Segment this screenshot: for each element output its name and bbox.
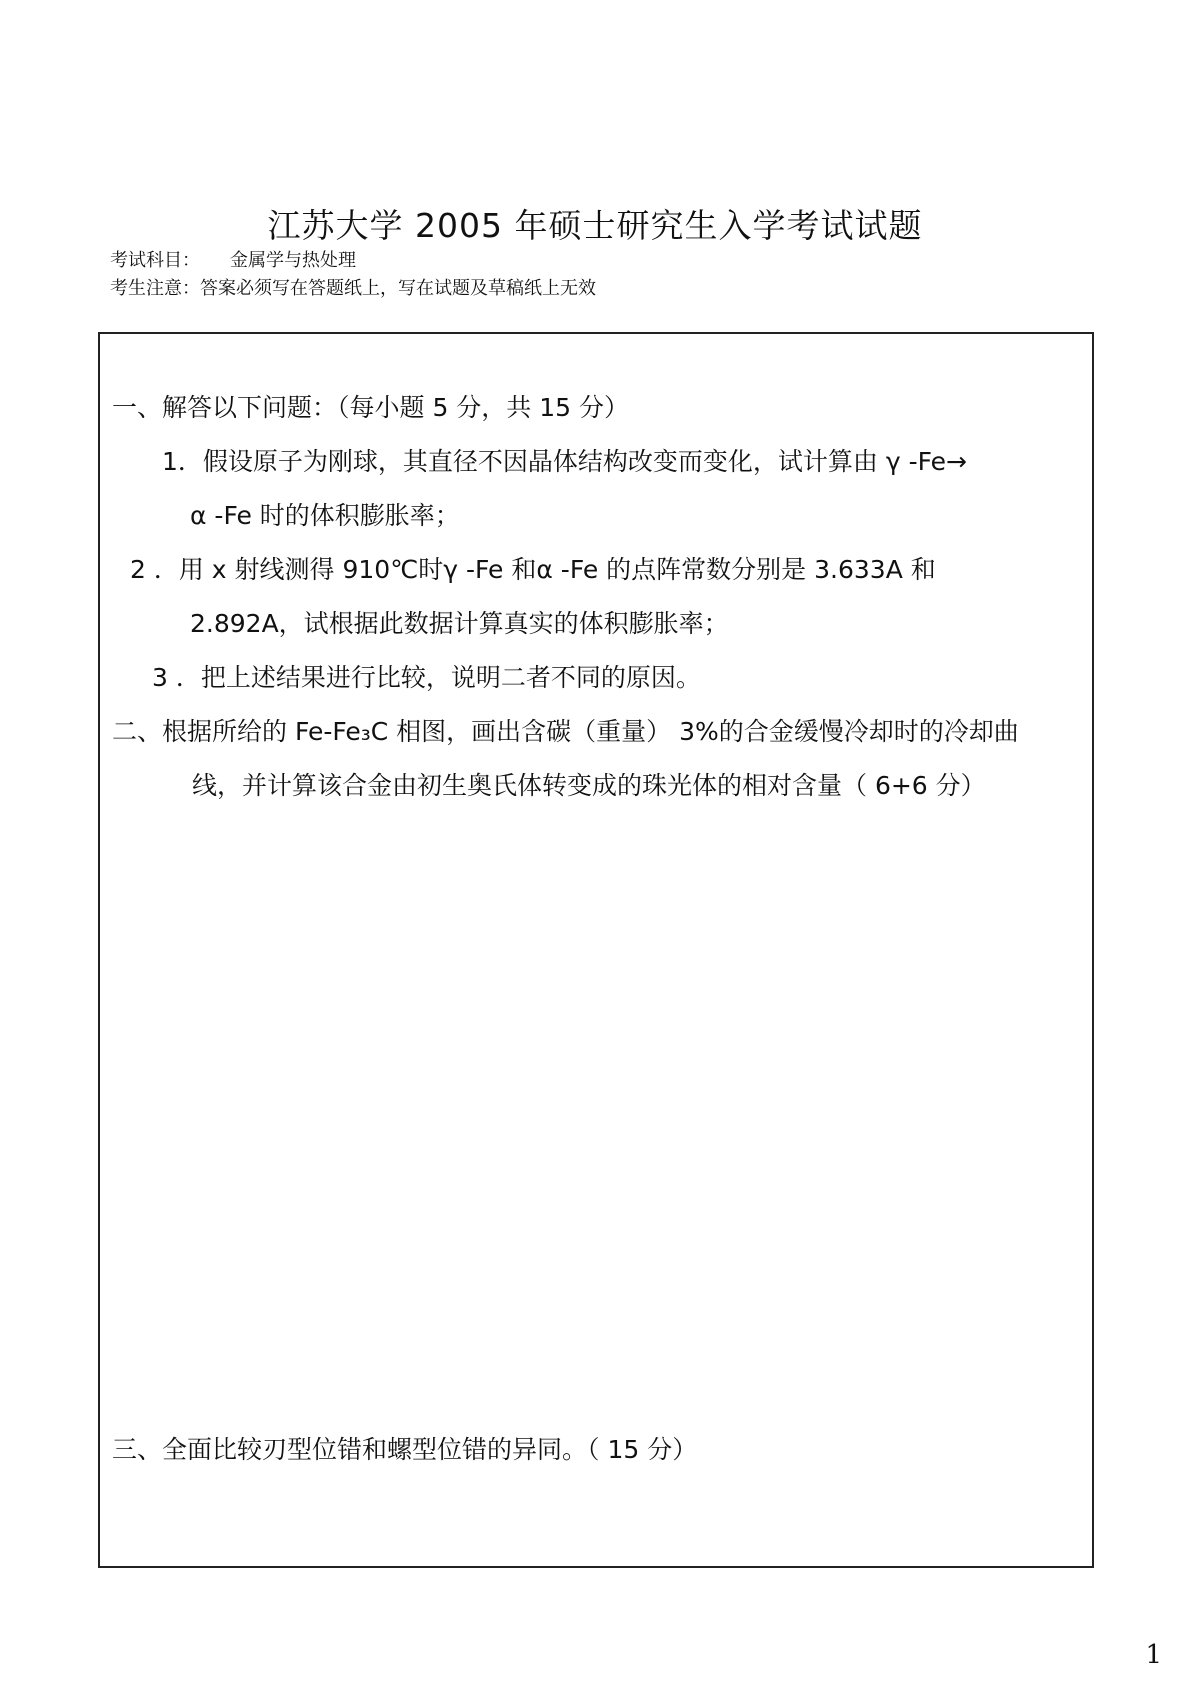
exam-subject [110, 246, 356, 272]
subject-label: 考试科目： [110, 250, 200, 271]
question-1-2-line-2: 2.892A，试根据此数据计算真实的体积膨胀率； [190, 609, 729, 638]
question-1-1-line-2: α -Fe 时的体积膨胀率； [190, 501, 460, 530]
exam-notice: 考生注意：答案必须写在答题纸上，写在试题及草稿纸上无效 [110, 278, 596, 299]
question-1-1-line-1: 1．假设原子为刚球，其直径不因晶体结构改变而变化，试计算由 γ -Fe→ [162, 447, 967, 476]
question-1-2-line-1: 2 ．用 x 射线测得 910℃时γ -Fe 和α -Fe 的点阵常数分别是 3.633A 和 [130, 555, 936, 584]
question-3: 三、全面比较刃型位错和螺型位错的异同。（ 15 分） [112, 1435, 698, 1464]
exam-title: 江苏大学 2005 年硕士研究生入学考试试题 [267, 206, 923, 245]
question-1-3: 3 ．把上述结果进行比较，说明二者不同的原因。 [152, 663, 701, 692]
question-1-heading: 一、解答以下问题：（每小题 5 分，共 15 分） [112, 393, 630, 422]
question-2-line-1: 二、根据所给的 Fe-Fe₃C 相图，画出含碳（重量） 3%的合金缓慢冷却时的冷却曲 [112, 717, 1019, 746]
page-number: 1 [1145, 1640, 1162, 1670]
subject-value: 金属学与热处理 [230, 250, 356, 271]
question-2-line-2: 线，并计算该合金由初生奥氏体转变成的珠光体的相对含量（ 6+6 分） [192, 771, 986, 800]
